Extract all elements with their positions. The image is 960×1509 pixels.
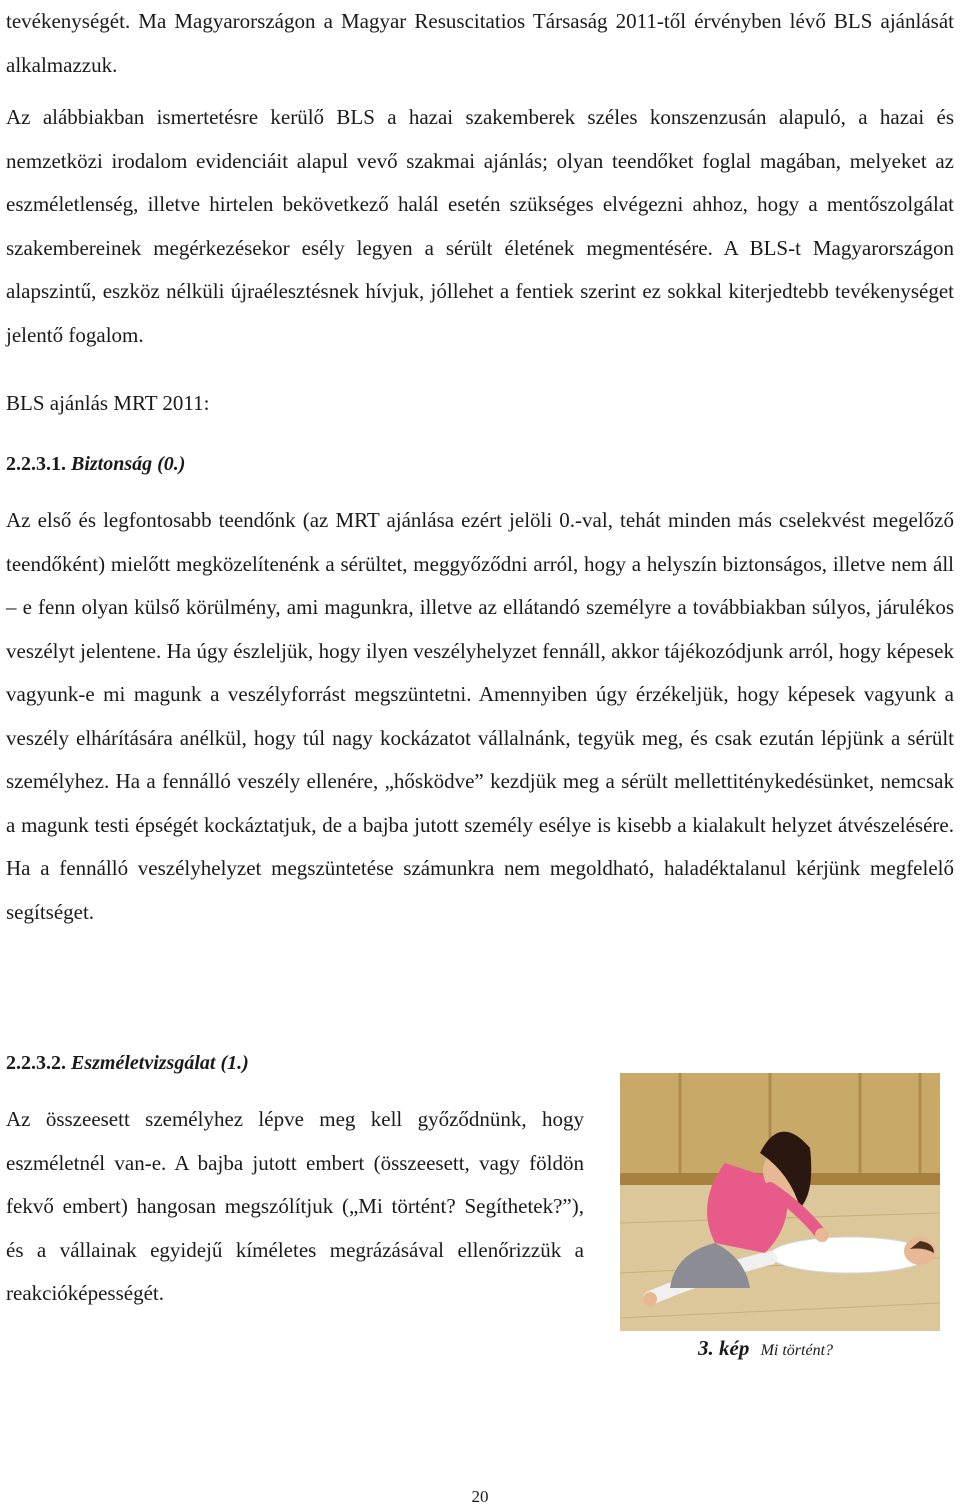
rescuer-photo-illustration (620, 1073, 940, 1331)
figure-caption-number: 3. kép (698, 1336, 750, 1360)
section-number: 2.2.3.1. (6, 453, 66, 475)
section-heading-consciousness (6, 1049, 249, 1077)
paragraph-consciousness-check: Az összeesett személyhez lépve meg kell győződnünk, hogy eszméletnél van-e. A bajba jutott embert (összeesett, vagy földön fekvő embert) hangosan megszólítjuk („Mi történt? Segíthetek?”), és a vállainak egyidejű kíméletes megrázásával ellenőrizzük a reakcióképességét. (6, 1107, 584, 1305)
section-heading-safety (6, 450, 185, 478)
paragraph-safety: Az első és legfontosabb teendőnk (az MRT ajánlása ezért jelöli 0.-val, tehát minden más cselekvést megelőző teendőként) mielőtt megközelítenénk a sérültet, meggyőződni arról, hogy a helyszín biztonságos, illetve nem áll – e fenn olyan külső körülmény, ami magunkra, illetve az ellátandó személyre a továbbiakban súlyos, járulékos veszélyt jelentene. Ha úgy észleljük, hogy ilyen veszélyhelyzet fennáll, akkor tájékozódjunk arról, hogy képesek vagyunk-e mi magunk a veszélyforrást megszüntetni. Amennyiben úgy érzékeljük, hogy képesek vagyunk a veszély elhárítására anélkül, hogy túl nagy kockázatot vállalnánk, tegyük meg, és csak ezután lépjünk a sérült személyhez. Ha a fennálló veszély ellenére, „hősködve” kezdjük meg a sérült mellettiténykedésünket, nemcsak a magunk testi épségét kockáztatjuk, de a bajba jutott személy esélye is kisebb a kialakult helyzet átvészelésére. Ha a fennálló veszélyhelyzet megszüntetése számunkra nem megoldható, haladéktalanul kérjünk megfelelő segítséget. (6, 508, 954, 924)
section-title: Biztonság (0.) (71, 453, 186, 475)
figure-caption-text: Mi történt? (760, 1342, 834, 1359)
section-number: 2.2.3.2. (6, 1052, 66, 1074)
figure-caption (698, 1334, 833, 1365)
paragraph-bls-description: Az alábbiakban ismertetésre kerülő BLS a hazai szakemberek széles konszenzusán alapuló, a hazai és nemzetközi irodalom evidenciáit alapul vevő szakmai ajánlás; olyan teendőket foglal magában, melyeket az eszméletlenség, illetve hirtelen bekövetkező halál esetén szükséges elvégezni ahhoz, hogy a mentőszolgálat szakembereinek megérkezésekor esély legyen a sérült életének megmentésére. A BLS-t Magyarországon alapszintű, eszköz nélküli újraélesztésnek hívjuk, jóllehet a fentiek szerint ez sokkal kiterjedtebb tevékenységet jelentő fogalom. (6, 105, 954, 347)
page-number: 20 (471, 1487, 489, 1506)
paragraph-intro-end: tevékenységét. Ma Magyarországon a Magyar Resuscitatios Társaság 2011-től érvényben lévő BLS ajánlását alkalmazzuk. (6, 9, 954, 77)
figure-photo (620, 1073, 940, 1331)
section-title: Eszméletvizsgálat (1.) (71, 1052, 249, 1074)
bls-recommendation-label: BLS ajánlás MRT 2011: (6, 391, 210, 415)
